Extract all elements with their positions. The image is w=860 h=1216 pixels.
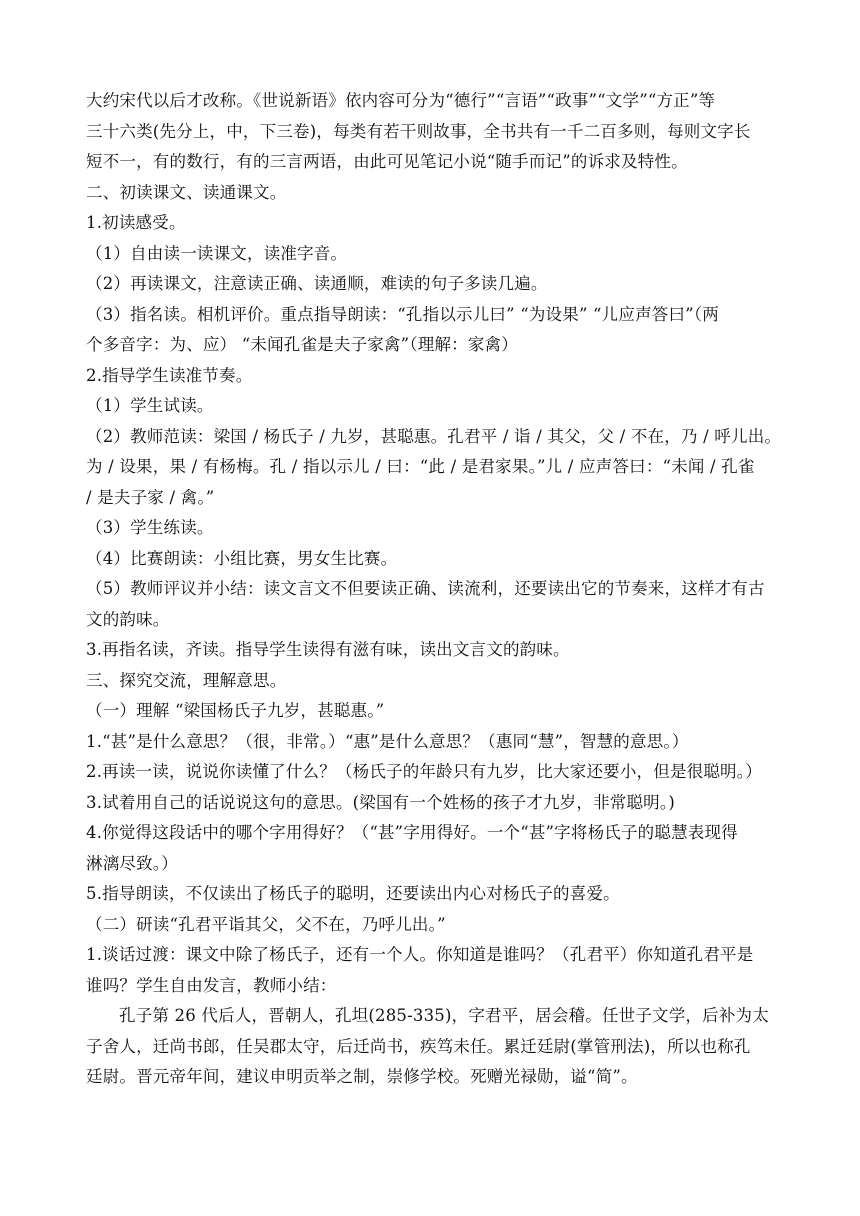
subsection-heading: 2.指导学生读准节奏。	[86, 365, 253, 385]
list-item: （5）教师评议并小结：读文言文不但要读正确、读流利，还要读出它的节奏来，这样才有古	[86, 579, 765, 598]
subsection-heading: （一）理解 “梁国杨氏子九岁，甚聪惠。”	[86, 701, 385, 720]
text-line: 为 / 设果，果 / 有杨梅。孔 / 指以示儿 / 曰：“此 / 是君家果。”儿 / 应声答曰：“未闻 / 孔雀	[86, 457, 755, 476]
subsection-heading: 1.初读感受。	[86, 213, 186, 232]
text-line: 大约宋代以后才改称。《世说新语》依内容可分为“德行”“言语”“政事”“文学”“方正”等	[86, 91, 716, 110]
document-page	[86, 86, 782, 1093]
list-item: 1.谈话过渡：课文中除了杨氏子，还有一个人。你知道是谁吗？（孔君平）你知道孔君平是	[86, 945, 754, 964]
section-heading: 三、探究交流，理解意思。	[86, 670, 287, 690]
list-item: （3）学生练读。	[86, 518, 214, 537]
text-line: 谁吗？学生自由发言，教师小结：	[86, 975, 337, 995]
list-item: 2.再读一读，说说你读懂了什么？（杨氏子的年龄只有九岁，比大家还要小，但是很聪明。）	[86, 762, 762, 781]
list-item: （4）比赛朗读：小组比赛，男女生比赛。	[86, 548, 398, 568]
text-line: 孔子第 26 代后人，晋朝人，孔坦(285-335)，字君平，居会稽。任世子文学，后补为太	[119, 1006, 769, 1025]
subsection-heading: （二）研读“孔君平诣其父，父不在，乃呼儿出。”	[86, 914, 446, 934]
subsection-heading: 3.再指名读，齐读。指导学生读得有滋有味，读出文言文的韵味。	[86, 640, 570, 659]
list-item: （3）指名读。相机评价。重点指导朗读：“孔指以示儿曰” “为设果” “儿应声答曰”（两	[86, 304, 719, 324]
text-line: 短不一，有的数行，有的三言两语，由此可见笔记小说“随手而记”的诉求及特性。	[86, 152, 688, 171]
text-line: 子舍人，迁尚书郎，任吴郡太守，后迁尚书，疾笃未任。累迁廷尉(掌管刑法)，所以也称孔	[86, 1036, 751, 1056]
text-line: 文的韵味。	[86, 609, 170, 629]
text-line: 淋漓尽致。）	[86, 853, 178, 873]
list-item: 3.试着用自己的话说说这句的意思。(梁国有一个姓杨的孩子才九岁，非常聪明。)	[86, 792, 675, 812]
text-line: 廷尉。晋元帝年间，建议申明贡举之制，崇修学校。死赠光禄勋，谥“简”。	[86, 1067, 638, 1086]
section-heading: 二、初读课文、读通课文。	[86, 182, 287, 202]
list-item: （2）教师范读：梁国 / 杨氏子 / 九岁，甚聪惠。孔君平 / 诣 / 其父，父 / 不在，乃 / 呼儿出。	[86, 426, 782, 446]
list-item: 1.“甚”是什么意思？（很，非常。）“惠”是什么意思？（惠同“慧”，智慧的意思。）	[86, 731, 689, 751]
list-item: （1）自由读一读课文，读准字音。	[86, 243, 348, 263]
list-item: 5.指导朗读，不仅读出了杨氏子的聪明，还要读出内心对杨氏子的喜爱。	[86, 884, 620, 903]
text-line: 个多音字：为、应） “未闻孔雀是夫子家禽”（理解：家禽）	[86, 335, 518, 354]
text-line: / 是夫子家 / 禽。”	[86, 487, 215, 507]
list-item: （2）再读课文，注意读正确、读通顺，难读的句子多读几遍。	[86, 274, 548, 293]
text-line: 三十六类(先分上，中，下三卷)，每类有若干则故事，全书共有一千二百多则，每则文字长	[86, 121, 751, 141]
list-item: 4.你觉得这段话中的哪个字用得好？（“甚”字用得好。一个“甚”字将杨氏子的聪慧表现得	[86, 823, 738, 842]
list-item: （1）学生试读。	[86, 396, 214, 415]
